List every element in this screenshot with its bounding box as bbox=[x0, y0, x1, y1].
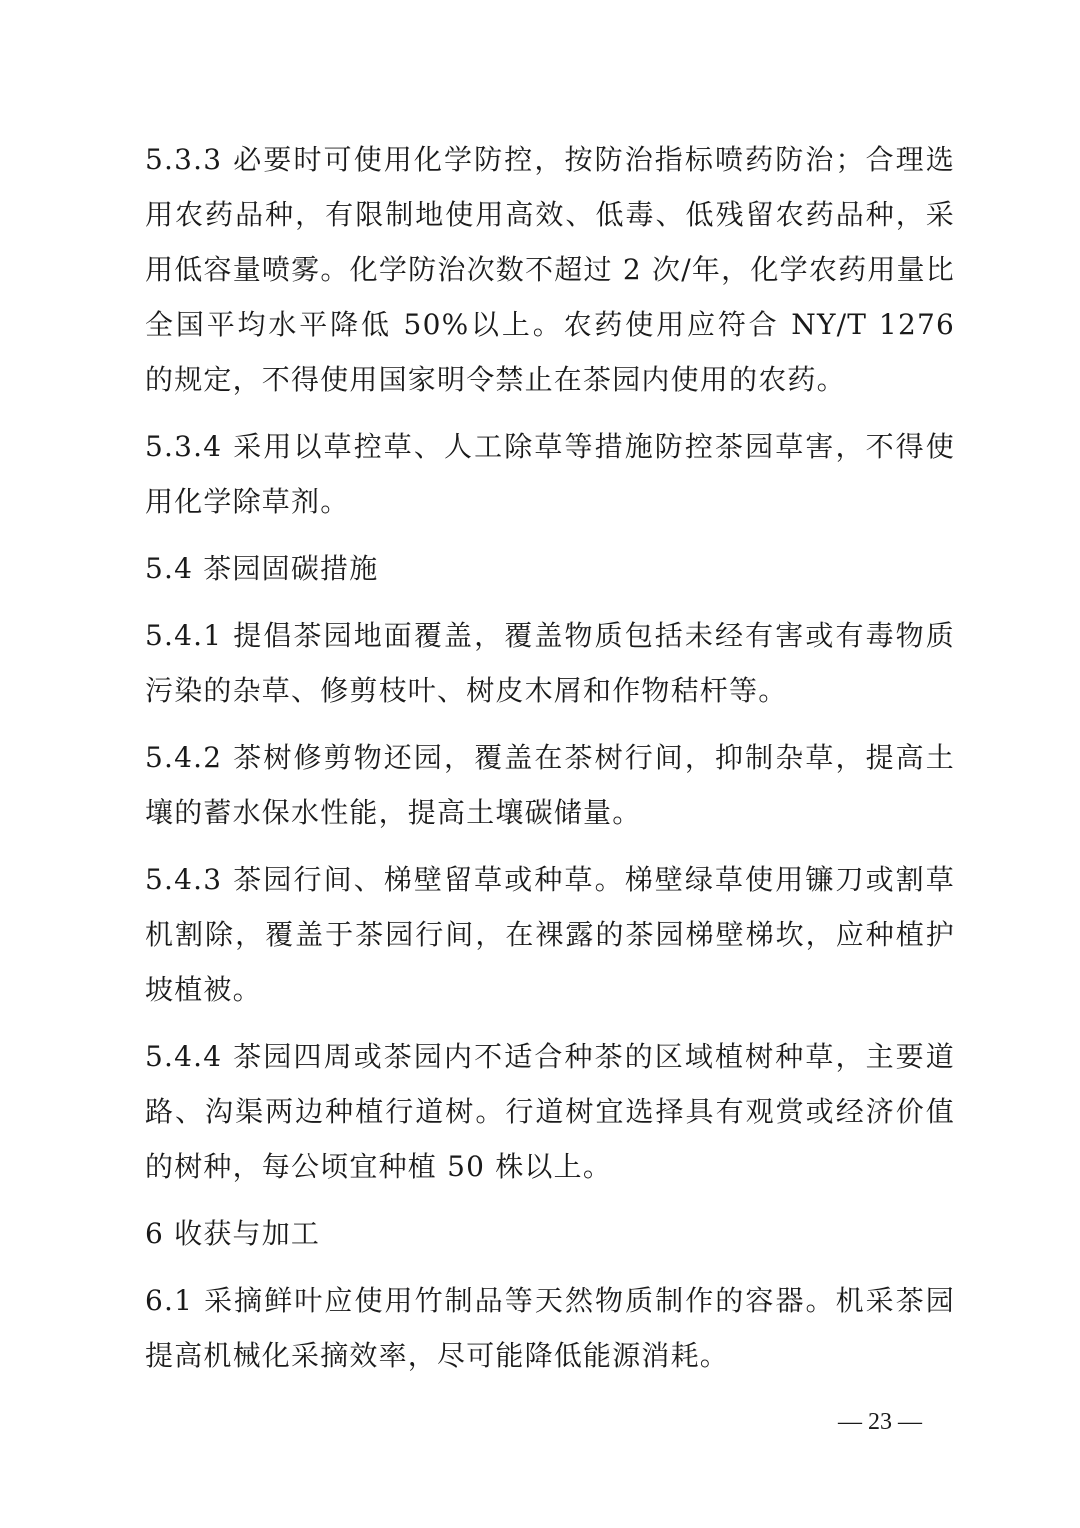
section-heading-5-4: 5.4 茶园固碳措施 bbox=[145, 552, 379, 585]
page-number: — 23 — bbox=[838, 1409, 922, 1435]
paragraph-5-3-4: 5.3.4 采用以草控草、人工除草等措施防控茶园草害，不得使用化学除草剂。 bbox=[145, 430, 955, 518]
paragraph-5-4-1: 5.4.1 提倡茶园地面覆盖，覆盖物质包括未经有害或有毒物质污染的杂草、修剪枝叶、树皮木屑和作物秸杆等。 bbox=[145, 619, 955, 707]
paragraph-6-1: 6.1 采摘鲜叶应使用竹制品等天然物质制作的容器。机采茶园提高机械化采摘效率，尽可能降低能源消耗。 bbox=[145, 1284, 955, 1372]
paragraph-5-4-4: 5.4.4 茶园四周或茶园内不适合种茶的区域植树种草，主要道路、沟渠两边种植行道树。行道树宜选择具有观赏或经济价值的树种，每公顷宜种植 50 株以上。 bbox=[145, 1040, 955, 1183]
paragraph-5-4-3: 5.4.3 茶园行间、梯壁留草或种草。梯壁绿草使用镰刀或割草机割除，覆盖于茶园行间，在裸露的茶园梯壁梯坎，应种植护坡植被。 bbox=[145, 863, 955, 1006]
document-body bbox=[145, 132, 955, 1395]
paragraph-5-3-3: 5.3.3 必要时可使用化学防控，按防治指标喷药防治；合理选用农药品种，有限制地使用高效、低毒、低残留农药品种，采用低容量喷雾。化学防治次数不超过 2 次/年，化学农药用量比全国平均水平降低 50%以上。农药使用应符合 NY/T 1276 的规定，不得使用国家明令禁止在茶园内使用的农药。 bbox=[145, 143, 955, 396]
paragraph-5-4-2: 5.4.2 茶树修剪物还园，覆盖在茶树行间，抑制杂草，提高土壤的蓄水保水性能，提高土壤碳储量。 bbox=[145, 741, 955, 829]
section-heading-6: 6 收获与加工 bbox=[145, 1217, 321, 1250]
